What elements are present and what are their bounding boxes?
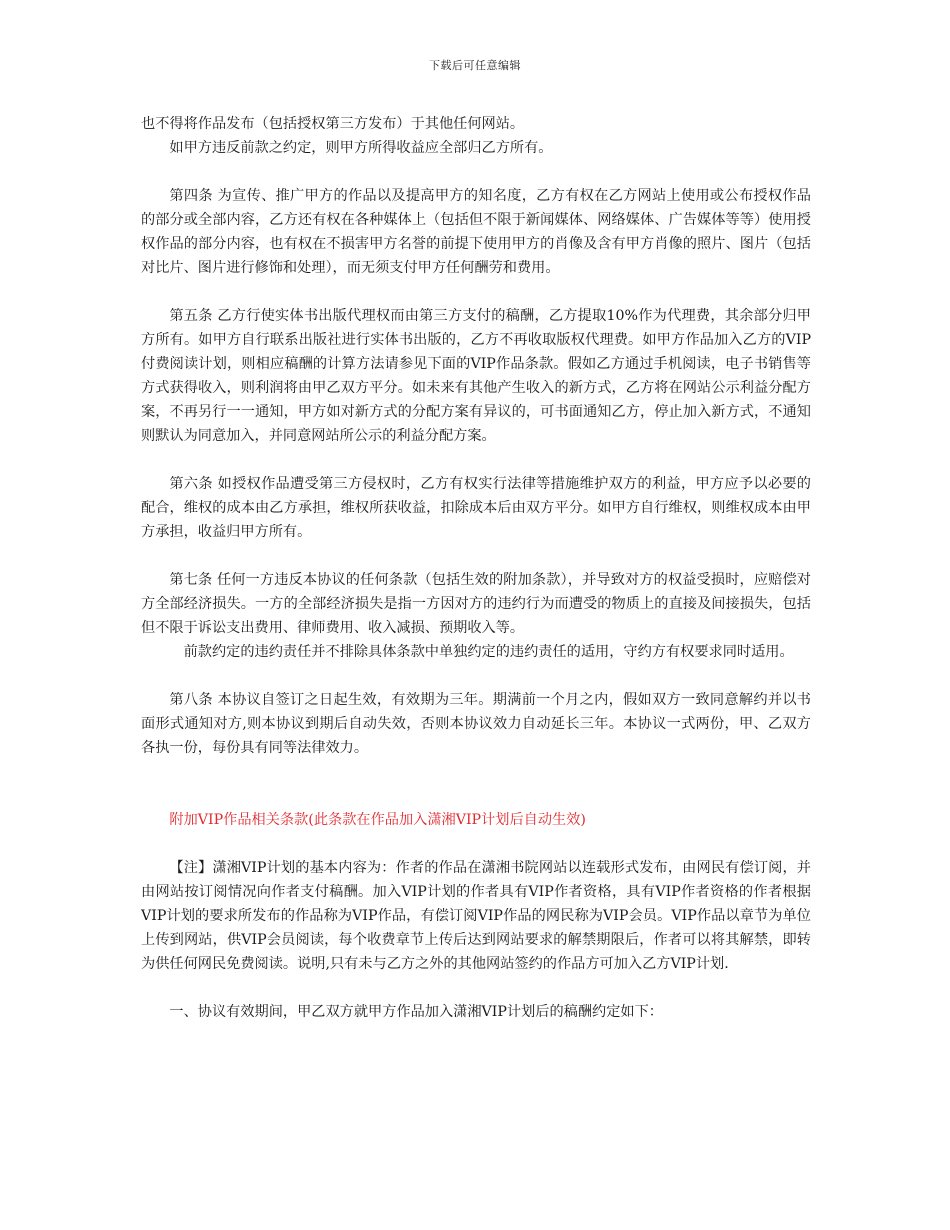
spacer bbox=[141, 160, 811, 184]
vip-item-1: 一、协议有效期间，甲乙双方就甲方作品加入潇湘VIP计划后的稿酬约定如下： bbox=[169, 1004, 663, 1020]
paragraph-continuation: 也不得将作品发布（包括授权第三方发布）于其他任何网站。 bbox=[141, 116, 525, 132]
article-8: 第八条 本协议自签订之日起生效，有效期为三年。期满前一个月之内，假如双方一致同意解约并以书面形式通知对方,则本协议到期后自动失效，否则本协议效力自动延长三年。本协议一式两份，甲、乙双方各执一份，每份具有同等法律效力。 bbox=[141, 692, 811, 756]
article-4: 第四条 为宣传、推广甲方的作品以及提高甲方的知名度，乙方有权在乙方网站上使用或公布授权作品的部分或全部内容，乙方还有权在各种媒体上（包括但不限于新闻媒体、网络媒体、广告媒体等等）使用授权作品的部分内容，也有权在不损害甲方名誉的前提下使用甲方的肖像及含有甲方肖像的照片、图片（包括对比片、图片进行修饰和处理），而无须支付甲方任何酬劳和费用。 bbox=[141, 188, 811, 276]
article-5: 第五条 乙方行使实体书出版代理权而由第三方支付的稿酬，乙方提取10%作为代理费，其余部分归甲方所有。如甲方自行联系出版社进行实体书出版的，乙方不再收取版权代理费。如甲方作品加入乙方的VIP付费阅读计划，则相应稿酬的计算方法请参见下面的VIP作品条款。假如乙方通过手机阅读，电子书销售等方式获得收入，则利润将由甲乙双方平分。如未来有其他产生收入的新方式，乙方将在网站公示利益分配方案，不再另行一一通知，甲方如对新方式的分配方案有异议的，可书面通知乙方，停止加入新方式，不通知则默认为同意加入，并同意网站所公示的利益分配方案。 bbox=[141, 308, 811, 444]
vip-section-title: 附加VIP作品相关条款(此条款在作品加入潇湘VIP计划后自动生效) bbox=[169, 812, 586, 828]
page-header: 下载后可任意编辑 bbox=[429, 59, 521, 72]
spacer bbox=[141, 976, 811, 1000]
spacer bbox=[141, 760, 811, 808]
spacer bbox=[141, 448, 811, 472]
spacer bbox=[141, 280, 811, 304]
article-6: 第六条 如授权作品遭受第三方侵权时，乙方有权实行法律等措施维护双方的利益，甲方应予以必要的配合，维权的成本由乙方承担，维权所获收益，扣除成本后由双方平分。如甲方自行维权，则维权成本由甲方承担，收益归甲方所有。 bbox=[141, 476, 811, 540]
vip-note: 【注】潇湘VIP计划的基本内容为：作者的作品在潇湘书院网站以连载形式发布，由网民有偿订阅，并由网站按订阅情况向作者支付稿酬。加入VIP计划的作者具有VIP作者资格，具有VIP作者资格的作者根据VIP计划的要求所发布的作品称为VIP作品，有偿订阅VIP作品的网民称为VIP会员。VIP作品以章节为单位上传到网站，供VIP会员阅读，每个收费章节上传后达到网站要求的解禁期限后，作者可以将其解禁，即转为供任何网民免费阅读。说明,只有未与乙方之外的其他网站签约的作品方可加入乙方VIP计划. bbox=[141, 860, 811, 972]
document-body bbox=[141, 112, 811, 1024]
spacer bbox=[141, 544, 811, 568]
paragraph-breach-clause: 如甲方违反前款之约定，则甲方所得收益应全部归乙方所有。 bbox=[169, 140, 553, 156]
spacer bbox=[141, 664, 811, 688]
article-7-supplement: 前款约定的违约责任并不排除具体条款中单独约定的违约责任的适用，守约方有权要求同时适用。 bbox=[183, 644, 794, 660]
article-7: 第七条 任何一方违反本协议的任何条款（包括生效的附加条款），并导致对方的权益受损时，应赔偿对方全部经济损失。一方的全部经济损失是指一方因对方的违约行为而遭受的物质上的直接及间接损失，包括但不限于诉讼支出费用、律师费用、收入减损、预期收入等。 bbox=[141, 572, 811, 636]
spacer bbox=[141, 832, 811, 856]
